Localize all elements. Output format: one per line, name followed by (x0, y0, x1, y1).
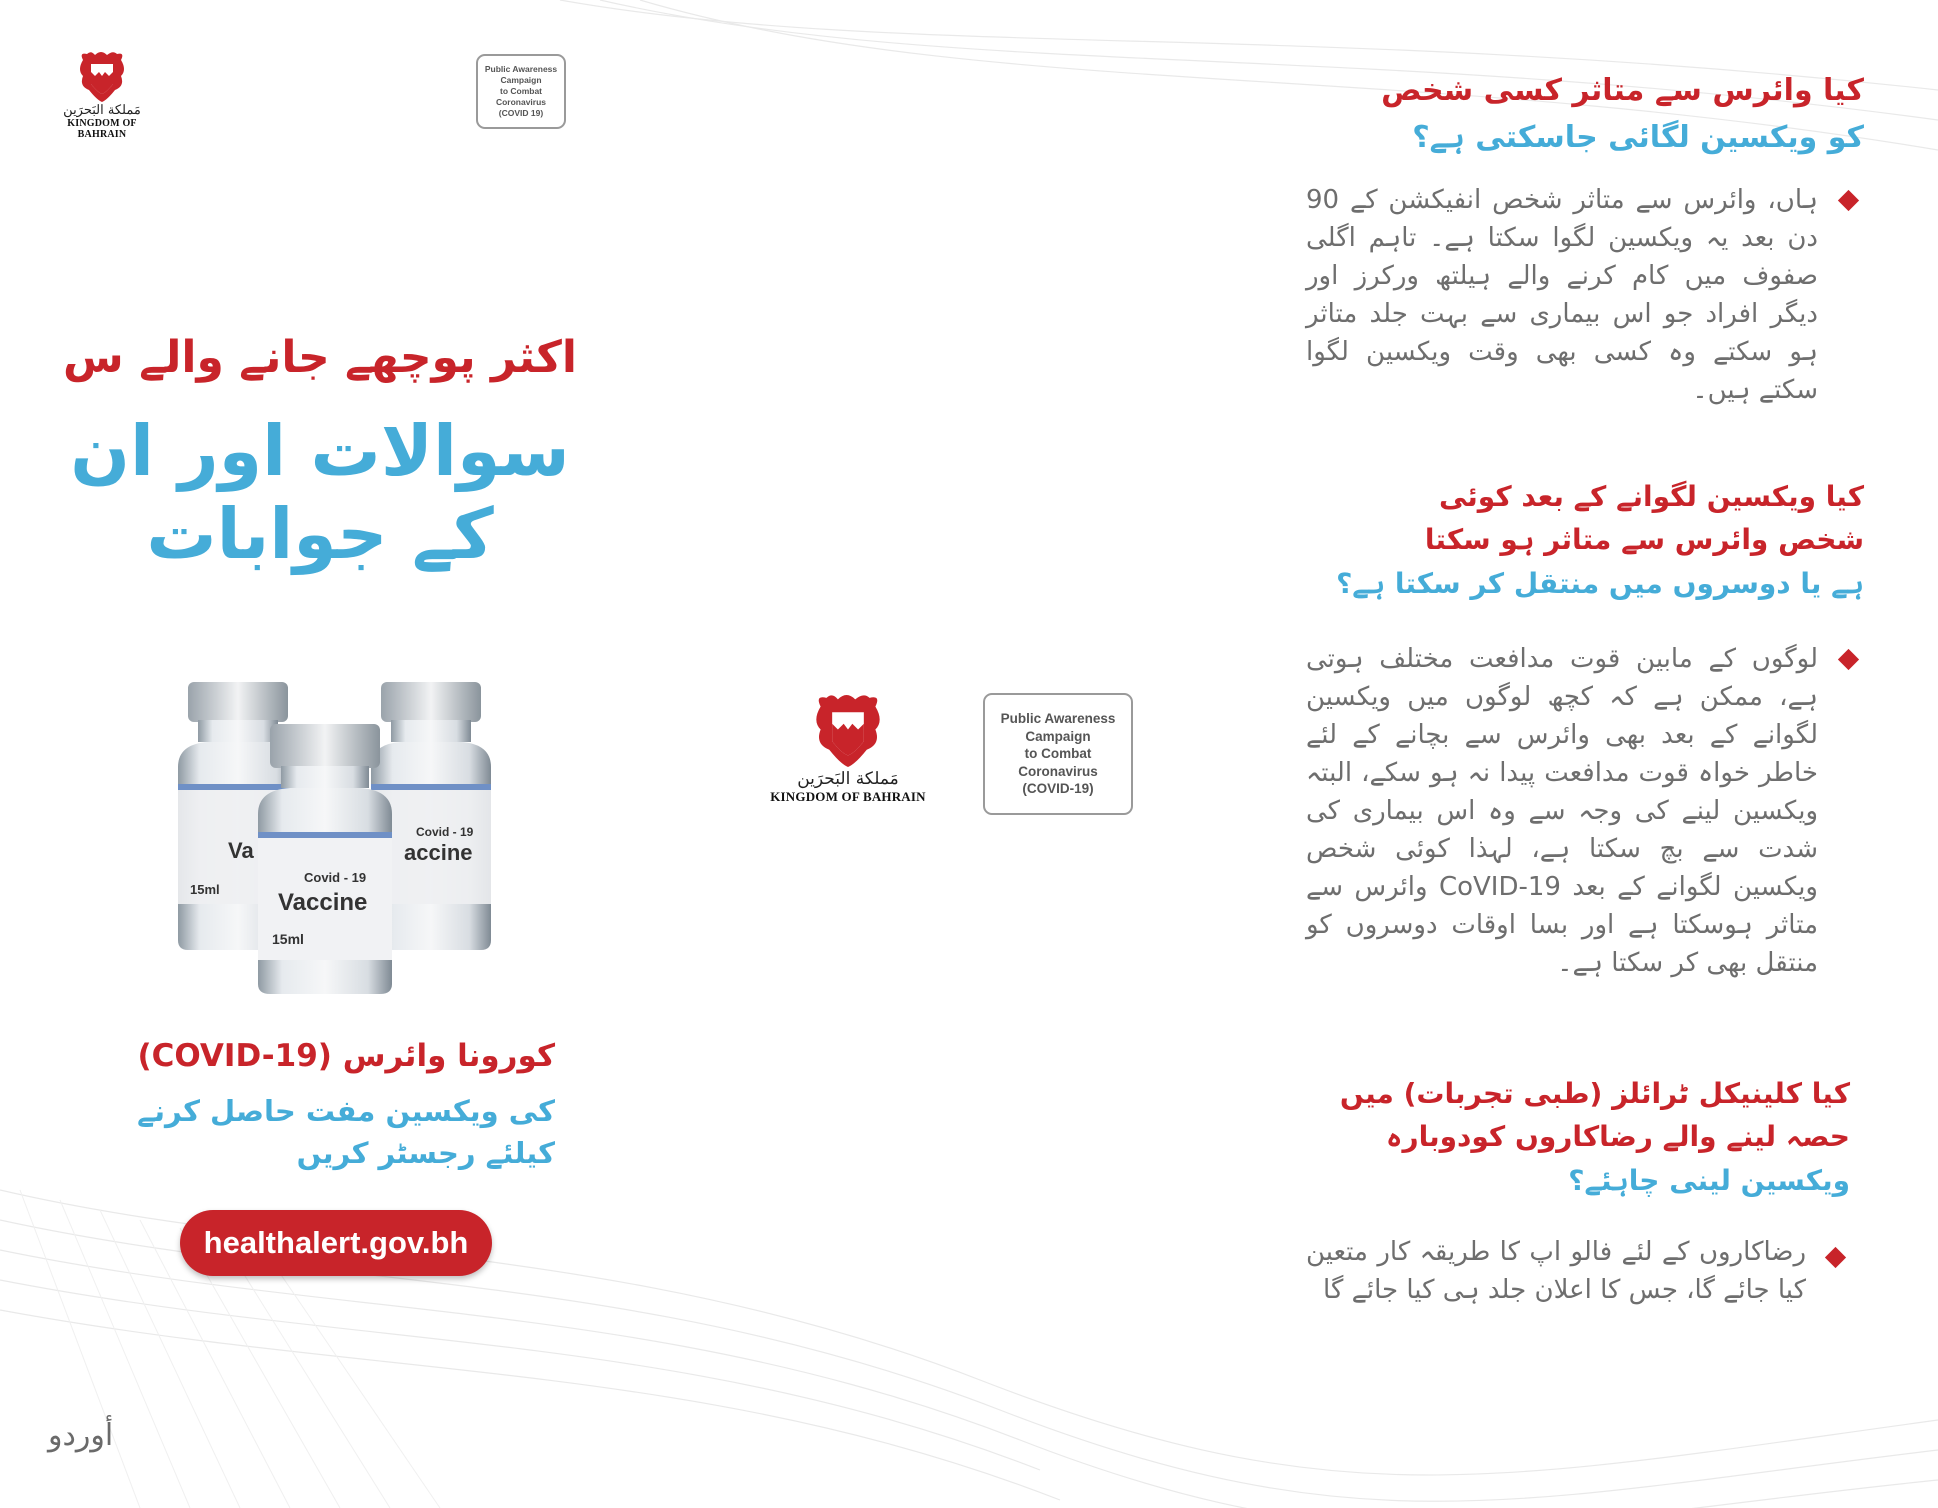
vial-back-left-size: 15ml (190, 882, 220, 897)
question-3-blue: ویکسین لینی چاہئے؟ (1568, 1163, 1850, 1197)
campaign-line: Coronavirus (1018, 763, 1098, 779)
question-2-red-2: شخص وائرس سے متاثر ہو سکتا (1424, 523, 1864, 557)
campaign-line: Campaign (1025, 728, 1091, 744)
campaign-badge (476, 54, 566, 129)
back-cover-panel (640, 0, 1286, 1508)
vial-back-left-label: Va (228, 838, 254, 863)
emblem-arabic-name: مَملكة البَحرَين (797, 769, 899, 789)
campaign-line: Public Awareness (484, 63, 558, 74)
covid-register-line1: کی ویکسین مفت حاصل کرنے (137, 1094, 555, 1128)
emblem-icon (812, 692, 884, 770)
campaign-line: (COVID-19) (1022, 781, 1094, 797)
question-3 (1306, 1072, 1850, 1202)
cover-title-red: اکثر پوچھے جانے والے س (63, 332, 577, 383)
campaign-line: Campaign (500, 74, 542, 85)
bahrain-emblem (50, 50, 154, 140)
vial-back-right-top: Covid - 19 (416, 825, 474, 839)
answer-2: لوگوں کے مابین قوت مدافعت مختلف ہوتی ہے، ممکن ہے کہ کچھ لوگوں میں ویکسین لگوانے کے بعد بھی وائرس سے بچانے کے لئے خاطر خواہ قوت مدافعت پیدا نہ ہو سکے، البتہ ویکسین لینے کی وجہ سے وہ اس بیماری کی شدت سے بچ سکتا ہے، لہذا کوئی شخص ویکسین لگوانے کے بعد CoVID-19 وائرس سے متاثر ہوسکتا ہے اور بسا اوقات دوسروں کو منتقل بھی کر سکتا ہے۔ (1306, 644, 1818, 978)
question-1-blue: کو ویکسین لگائی جاسکتی ہے؟ (1412, 119, 1864, 155)
covid-register-text (60, 1090, 555, 1174)
campaign-line: to Combat (499, 85, 543, 96)
question-1-red: کیا وائرس سے متاثر کسی شخص (1381, 73, 1864, 108)
vial-front-top: Covid - 19 (304, 870, 367, 885)
vial-front (258, 724, 392, 994)
emblem-english-name: KINGDOM OF BAHRAIN (770, 788, 926, 804)
question-1 (1340, 68, 1864, 161)
campaign-line: Public Awareness (1000, 711, 1116, 727)
emblem-arabic-name: مَملكة البَحرَين (63, 103, 141, 118)
vaccine-vials-illustration (178, 672, 503, 1002)
question-2-red: کیا ویکسین لگوانے کے بعد کوئی (1438, 480, 1864, 513)
emblem-icon (77, 50, 127, 104)
covid-register-line2: کیلئے رجسٹر کریں (296, 1136, 555, 1171)
bahrain-emblem-large (758, 692, 938, 805)
emblem-english-name: KINGDOM OF BAHRAIN (67, 118, 137, 141)
vial-back-right-label: accine (404, 840, 473, 865)
question-3-red: کیا کلینیکل ٹرائلز (طبی تجربات) میں (1339, 1077, 1850, 1110)
cover-title-blue (60, 410, 580, 575)
question-2 (1306, 475, 1864, 605)
cover-title-blue-line1: سوالات اور ان (70, 410, 570, 492)
language-label: أوردو (48, 1418, 114, 1453)
campaign-line: (COVID 19) (498, 108, 544, 119)
answer-3: رضاکاروں کے لئے فالو اپ کا طریقہ کار متعین کیا جائے گا، جس کا اعلان جلد ہی کیا جائے گا (1306, 1237, 1806, 1305)
question-3-red-2: حصہ لینے والے رضاکاروں کودوبارہ (1386, 1120, 1850, 1154)
cover-title-blue-line2: کے جوابات (146, 492, 494, 575)
healthalert-link[interactable]: healthalert.gov.bh (180, 1210, 492, 1276)
question-2-blue: ہے یا دوسروں میں منتقل کر سکتا ہے؟ (1336, 566, 1864, 600)
cover-panel (0, 0, 640, 1508)
vial-front-label: Vaccine (278, 889, 368, 916)
covid-register-heading: کورونا وائرس (COVID-19) (137, 1038, 555, 1074)
answer-1: ہاں، وائرس سے متاثر شخص انفیکشن کے 90 دن بعد یہ ویکسین لگوا سکتا ہے۔ تاہم اگلی صفوف میں کام کرنے والے ہیلتھ ورکرز اور دیگر افراد جو اس بیماری سے بہت جلد متاثر ہو سکتے وہ کسی بھی وقت ویکسین لگوا سکتے ہیں۔ (1306, 185, 1818, 405)
campaign-line: Coronavirus (495, 97, 547, 108)
vial-front-size: 15ml (272, 931, 304, 947)
campaign-line: to Combat (1024, 746, 1092, 762)
